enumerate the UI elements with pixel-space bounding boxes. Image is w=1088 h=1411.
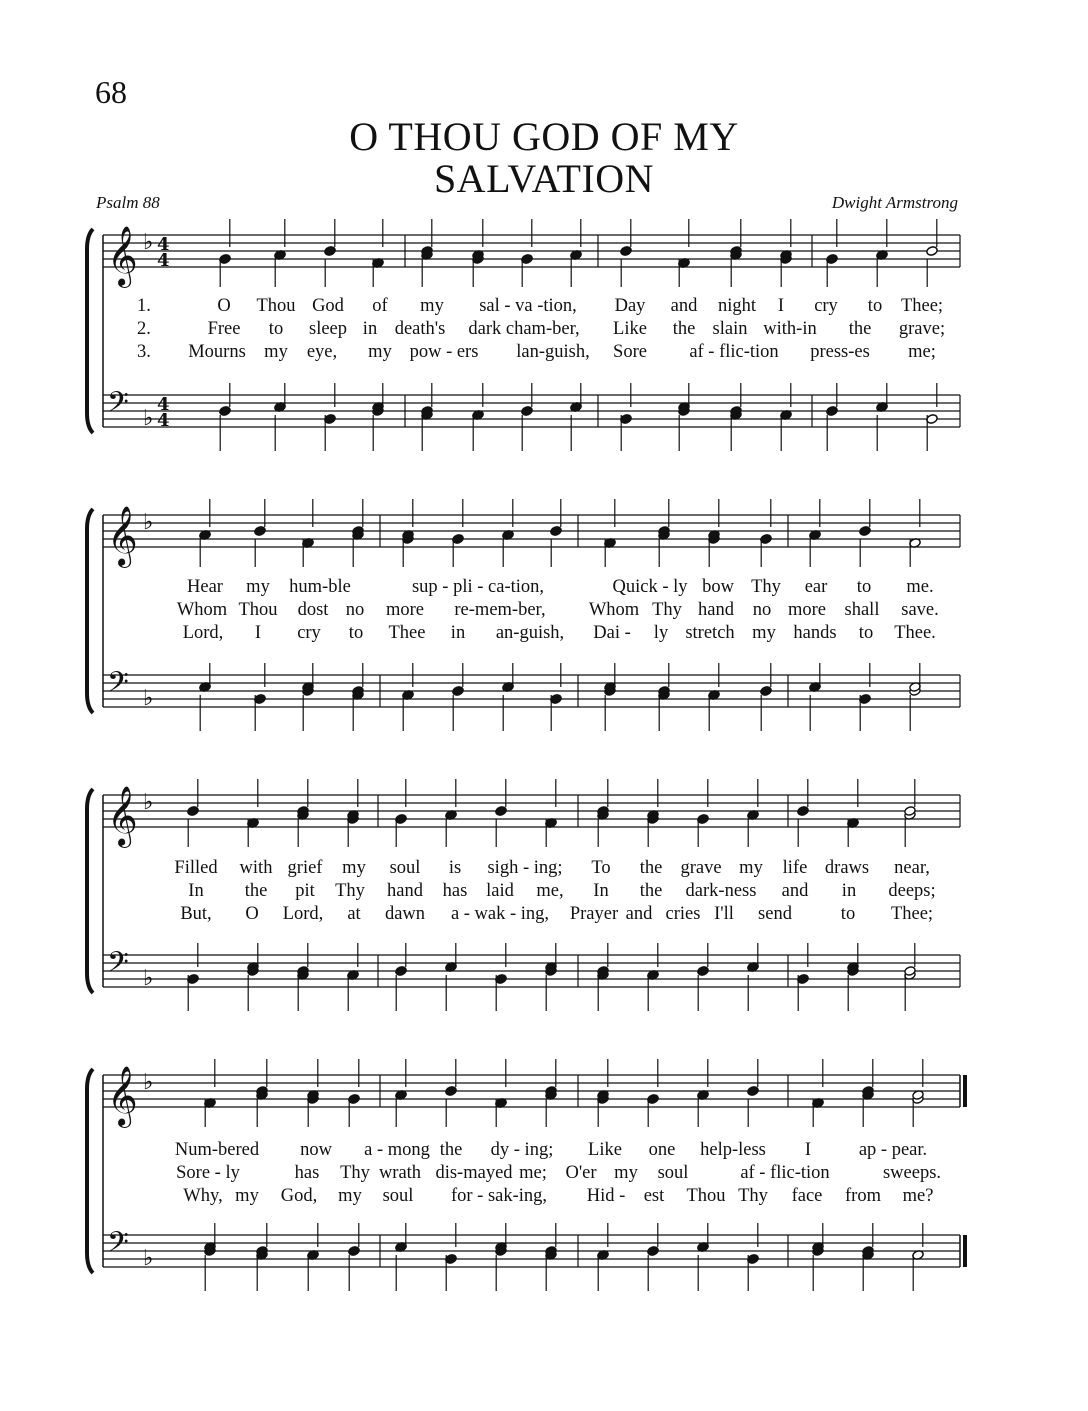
- treble-clef-icon: 𝄞: [107, 506, 138, 566]
- lyric-word: dost: [297, 600, 329, 620]
- treble-clef-icon: 𝄞: [107, 1066, 138, 1126]
- lyric-word: dawn: [384, 904, 426, 924]
- note-head: [826, 406, 838, 417]
- verse-number: 1.: [137, 296, 151, 316]
- lyric-word: an-guish,: [495, 623, 565, 643]
- lyric-word: no: [345, 600, 365, 620]
- lyric-word: cry: [297, 623, 321, 643]
- lyric-word: Thy: [335, 881, 365, 901]
- lyric-word: my: [368, 342, 392, 362]
- note-head: [348, 1246, 360, 1257]
- lyric-word: Hear: [187, 577, 223, 597]
- time-signature-bottom: 4: [157, 410, 170, 431]
- treble-clef-icon: 𝄞: [107, 786, 138, 846]
- note-head: [187, 806, 199, 817]
- lyric-word: has: [442, 881, 468, 901]
- lyric-word: re-mem-ber,: [454, 600, 546, 620]
- lyric-word: my: [614, 1163, 638, 1183]
- lyric-word: me;: [908, 342, 936, 362]
- lyric-word: dark cham-ber,: [468, 319, 580, 339]
- lyric-word: a - mong: [364, 1140, 430, 1160]
- lyric-word: deeps;: [888, 881, 936, 901]
- note-head: [697, 966, 709, 977]
- lyric-word: Quick - ly: [612, 577, 688, 597]
- lyric-word: Thou: [238, 600, 278, 620]
- bass-clef-icon: 𝄢: [107, 386, 129, 426]
- lyric-word: Thee: [388, 623, 426, 643]
- lyric-word: me,: [536, 881, 564, 901]
- lyric-word: help-less: [700, 1140, 766, 1160]
- lyric-word: me?: [902, 1186, 934, 1206]
- lyric-word: one: [648, 1140, 676, 1160]
- lyric-word: Dai -: [593, 623, 631, 643]
- note-head: [647, 1246, 659, 1257]
- lyric-word: the: [848, 319, 872, 339]
- lyric-word: my: [235, 1186, 259, 1206]
- lyric-word: Sore - ly: [176, 1163, 240, 1183]
- lyric-word: Whom: [588, 600, 640, 620]
- lyric-word: with: [239, 858, 273, 878]
- lyric-word: is: [448, 858, 462, 878]
- lyric-word: in: [450, 623, 466, 643]
- lyric-word: Lord,: [282, 904, 324, 924]
- lyric-word: the: [439, 1140, 463, 1160]
- lyric-word: has: [294, 1163, 320, 1183]
- lyric-word: God: [312, 296, 344, 316]
- key-flat-icon: ♭: [143, 510, 154, 535]
- lyric-word: But,: [180, 904, 212, 924]
- lyric-word: sigh - ing;: [487, 858, 563, 878]
- lyric-word: in: [841, 881, 857, 901]
- lyric-word: grief: [287, 858, 323, 878]
- lyric-word: Thy: [340, 1163, 370, 1183]
- lyric-word: sal - va -tion,: [479, 296, 577, 316]
- lyric-word: and: [670, 296, 698, 316]
- lyric-word: me;: [519, 1163, 547, 1183]
- lyric-word: to: [867, 296, 883, 316]
- hymn-title: [0, 116, 1088, 200]
- lyric-word: Free: [207, 319, 241, 339]
- lyric-word: more: [385, 600, 425, 620]
- lyric-word: I: [804, 1140, 812, 1160]
- lyric-word: God,: [280, 1186, 318, 1206]
- lyric-word: to: [348, 623, 364, 643]
- key-flat-icon: ♭: [143, 1070, 154, 1095]
- lyric-word: ear: [804, 577, 828, 597]
- lyric-word: Sore: [613, 342, 647, 362]
- note-head: [521, 406, 533, 417]
- note-head: [859, 526, 871, 537]
- lyric-word: the: [639, 881, 663, 901]
- lyric-word: dy - ing;: [490, 1140, 554, 1160]
- lyric-word: I: [254, 623, 262, 643]
- lyric-word: Prayer: [569, 904, 619, 924]
- lyric-word: Mourns: [188, 342, 246, 362]
- lyric-word: In: [188, 881, 204, 901]
- note-head: [219, 406, 231, 417]
- lyric-word: dark-ness: [685, 881, 757, 901]
- lyric-word: my: [420, 296, 444, 316]
- lyric-word: Lord,: [182, 623, 224, 643]
- lyric-word: press-es: [810, 342, 870, 362]
- lyric-word: dis-mayed: [435, 1163, 513, 1183]
- lyric-word: shall: [844, 600, 880, 620]
- lyric-word: Why,: [183, 1186, 223, 1206]
- lyric-word: Like: [613, 319, 647, 339]
- lyric-word: To: [591, 858, 611, 878]
- lyric-word: I'll: [714, 904, 734, 924]
- note-head: [747, 1086, 759, 1097]
- lyric-word: sweeps.: [882, 1163, 942, 1183]
- lyric-word: Thee.: [894, 623, 936, 643]
- lyric-word: in: [362, 319, 378, 339]
- lyric-word: eye,: [306, 342, 338, 362]
- key-flat-icon: ♭: [143, 966, 154, 991]
- note-head: [395, 966, 407, 977]
- lyric-word: Num-bered: [174, 1140, 260, 1160]
- lyric-word: af - flic-tion: [689, 342, 779, 362]
- title-line-1: O THOU GOD OF MY: [349, 114, 739, 159]
- lyric-word: cries: [665, 904, 701, 924]
- system-brace: [87, 1069, 93, 1273]
- lyric-word: and: [781, 881, 809, 901]
- lyric-word: hand: [387, 881, 423, 901]
- lyric-word: my: [739, 858, 763, 878]
- lyric-word: a - wak - ing,: [450, 904, 550, 924]
- lyric-word: ap - pear.: [858, 1140, 928, 1160]
- key-flat-icon: ♭: [143, 1246, 154, 1271]
- lyric-word: soul: [657, 1163, 689, 1183]
- note-head: [495, 806, 507, 817]
- lyric-word: Hid -: [586, 1186, 626, 1206]
- lyric-word: more: [787, 600, 827, 620]
- lyric-word: Thee;: [900, 296, 944, 316]
- lyric-word: from: [845, 1186, 881, 1206]
- lyric-word: sup - pli - ca-tion,: [411, 577, 545, 597]
- lyric-word: for - sak-ing,: [450, 1186, 548, 1206]
- bass-clef-icon: 𝄢: [107, 666, 129, 706]
- lyric-word: ly: [653, 623, 669, 643]
- note-head: [550, 526, 562, 537]
- lyric-word: the: [244, 881, 268, 901]
- lyric-word: life: [782, 858, 808, 878]
- lyric-word: send: [758, 904, 792, 924]
- time-signature-bottom: 4: [157, 250, 170, 271]
- note-head: [620, 246, 632, 257]
- lyric-word: to: [856, 577, 872, 597]
- lyric-word: sleep: [308, 319, 348, 339]
- lyric-word: stretch: [685, 623, 735, 643]
- lyric-word: the: [672, 319, 696, 339]
- lyric-word: O: [217, 296, 231, 316]
- key-flat-icon: ♭: [143, 406, 154, 431]
- note-head: [324, 246, 336, 257]
- bass-clef-icon: 𝄢: [107, 1226, 129, 1266]
- half-note-head: [926, 246, 938, 257]
- lyric-word: face: [791, 1186, 823, 1206]
- lyric-word: the: [639, 858, 663, 878]
- lyric-word: death's: [394, 319, 446, 339]
- lyric-word: Thee;: [890, 904, 934, 924]
- lyric-word: Like: [588, 1140, 622, 1160]
- note-head: [445, 1086, 457, 1097]
- lyric-word: Thy: [738, 1186, 768, 1206]
- system-brace: [87, 509, 93, 713]
- lyric-word: to: [858, 623, 874, 643]
- lyric-word: Thou: [256, 296, 296, 316]
- lyric-word: laid: [486, 881, 514, 901]
- lyric-word: hum-ble: [289, 577, 351, 597]
- lyric-word: bow: [702, 577, 734, 597]
- lyric-word: my: [246, 577, 270, 597]
- lyric-word: soul: [389, 858, 421, 878]
- lyric-word: to: [840, 904, 856, 924]
- lyric-word: at: [347, 904, 361, 924]
- time-signature-top: 4: [157, 234, 170, 255]
- lyric-word: slain: [712, 319, 748, 339]
- system-brace: [87, 229, 93, 433]
- title-line-2: SALVATION: [433, 156, 655, 201]
- lyric-word: save.: [901, 600, 939, 620]
- verse-number: 3.: [137, 342, 151, 362]
- lyric-word: no: [752, 600, 772, 620]
- lyric-word: pow - ers: [409, 342, 479, 362]
- lyric-word: draws: [824, 858, 870, 878]
- lyric-word: In: [593, 881, 609, 901]
- lyric-word: wrath: [378, 1163, 422, 1183]
- note-head: [452, 686, 464, 697]
- lyric-word: Day: [614, 296, 646, 316]
- lyric-word: hand: [698, 600, 734, 620]
- page-number: 68: [95, 74, 127, 110]
- lyric-word: Thy: [751, 577, 781, 597]
- lyric-word: cry: [814, 296, 838, 316]
- lyric-word: me.: [906, 577, 934, 597]
- key-flat-icon: ♭: [143, 230, 154, 255]
- note-head: [797, 806, 809, 817]
- note-head: [760, 686, 772, 697]
- note-head: [254, 526, 266, 537]
- lyric-word: my: [752, 623, 776, 643]
- verse-number: 2.: [137, 319, 151, 339]
- lyric-word: grave;: [898, 319, 946, 339]
- scripture-source: Psalm 88: [96, 193, 160, 212]
- time-signature-top: 4: [157, 394, 170, 415]
- lyric-word: O: [245, 904, 259, 924]
- key-flat-icon: ♭: [143, 790, 154, 815]
- lyric-word: I: [777, 296, 785, 316]
- lyric-word: to: [268, 319, 284, 339]
- lyric-word: my: [338, 1186, 362, 1206]
- lyric-word: grave: [680, 858, 722, 878]
- lyric-word: pit: [295, 881, 315, 901]
- lyric-word: of: [372, 296, 388, 316]
- bass-clef-icon: 𝄢: [107, 946, 129, 986]
- lyric-word: est: [643, 1186, 665, 1206]
- lyric-word: soul: [382, 1186, 414, 1206]
- treble-clef-icon: 𝄞: [107, 226, 138, 286]
- lyric-word: now: [300, 1140, 332, 1160]
- lyric-word: my: [342, 858, 366, 878]
- lyric-word: Whom: [176, 600, 228, 620]
- system-brace: [87, 789, 93, 993]
- lyric-word: near,: [894, 858, 930, 878]
- lyric-word: af - flic-tion: [740, 1163, 830, 1183]
- lyric-word: my: [264, 342, 288, 362]
- key-flat-icon: ♭: [143, 686, 154, 711]
- lyric-word: Thy: [652, 600, 682, 620]
- lyric-word: hands: [793, 623, 837, 643]
- lyric-word: Thou: [686, 1186, 726, 1206]
- lyric-word: Filled: [174, 858, 218, 878]
- composer-credit: Dwight Armstrong: [831, 193, 958, 212]
- lyric-word: lan-guish,: [516, 342, 590, 362]
- lyric-word: with-in: [763, 319, 817, 339]
- lyric-word: and: [625, 904, 653, 924]
- lyric-word: O'er: [565, 1163, 597, 1183]
- lyric-word: night: [717, 296, 757, 316]
